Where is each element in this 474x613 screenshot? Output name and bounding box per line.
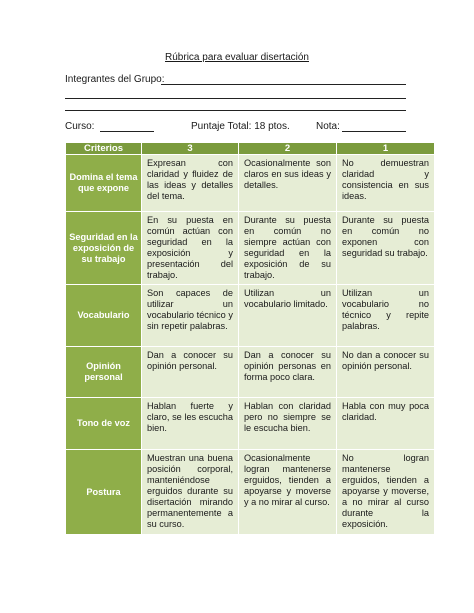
score-3-cell: Son capaces de utilizar un vocabulario técnico y sin repetir palabras. (142, 285, 239, 347)
table-row (66, 347, 435, 398)
group-members-label: Integrantes del Grupo: (65, 74, 165, 85)
criterion-cell: Domina el tema que expone (66, 155, 142, 212)
criterion-cell: Opinión personal (66, 347, 142, 398)
table-row (66, 212, 435, 285)
header-score-2: 2 (239, 143, 337, 155)
total-score-label: Puntaje Total: 18 ptos. (191, 121, 290, 132)
score-2-cell: Ocasionalmente logran mantenerse erguidos, tienden a apoyarse y moverse y a no mirar al curso. (239, 450, 337, 535)
course-blank-line (100, 131, 154, 132)
score-3-cell: Expresan con claridad y fluidez de las ideas y detalles del tema. (142, 155, 239, 212)
score-2-cell: Utilizan un vocabulario limitado. (239, 285, 337, 347)
score-3-cell: En su puesta en común actúan con seguridad en la exposición y presentación del trabajo. (142, 212, 239, 285)
course-label: Curso: (65, 121, 95, 132)
table-row (66, 398, 435, 450)
score-1-cell: No dan a conocer su opinión personal. (337, 347, 435, 398)
grade-label: Nota: (316, 121, 340, 132)
rubric-table (65, 142, 435, 535)
table-row (66, 450, 435, 535)
score-2-cell: Dan a conocer su opinión personas en forma poco clara. (239, 347, 337, 398)
criterion-cell: Vocabulario (66, 285, 142, 347)
table-header-row (66, 143, 435, 155)
score-1-cell: Utilizan un vocabulario no técnico y repite palabras. (337, 285, 435, 347)
criterion-cell: Tono de voz (66, 398, 142, 450)
table-row (66, 155, 435, 212)
score-3-cell: Dan a conocer su opinión personal. (142, 347, 239, 398)
score-1-cell: Habla con muy poca claridad. (337, 398, 435, 450)
score-1-cell: No logran mantenerse erguidos, tienden a apoyarse y moverse, a no mirar al curso durante la exposición. (337, 450, 435, 535)
score-2-cell: Ocasionalmente son claros en sus ideas y detalles. (239, 155, 337, 212)
criterion-cell: Seguridad en la exposición de su trabajo (66, 212, 142, 285)
score-2-cell: Hablan con claridad pero no siempre se le escucha bien. (239, 398, 337, 450)
criterion-cell: Postura (66, 450, 142, 535)
score-3-cell: Hablan fuerte y claro, se les escucha bien. (142, 398, 239, 450)
header-score-1: 1 (337, 143, 435, 155)
table-row (66, 285, 435, 347)
group-members-blank-line-2 (65, 98, 406, 99)
grade-blank-line (342, 131, 406, 132)
score-2-cell: Durante su puesta en común no siempre actúan con seguridad en la exposición de su trabajo. (239, 212, 337, 285)
score-3-cell: Muestran una buena posición corporal, manteniéndose erguidos durante su disertación mirando permanentemente a su curso. (142, 450, 239, 535)
score-1-cell: No demuestran claridad y consistencia en sus ideas. (337, 155, 435, 212)
group-members-blank-line-3 (65, 110, 406, 111)
score-1-cell: Durante su puesta en común no exponen con seguridad su trabajo. (337, 212, 435, 285)
group-members-blank-line (161, 84, 406, 85)
header-score-3: 3 (142, 143, 239, 155)
page-title: Rúbrica para evaluar disertación (165, 52, 309, 63)
header-criteria: Criterios (66, 143, 142, 155)
